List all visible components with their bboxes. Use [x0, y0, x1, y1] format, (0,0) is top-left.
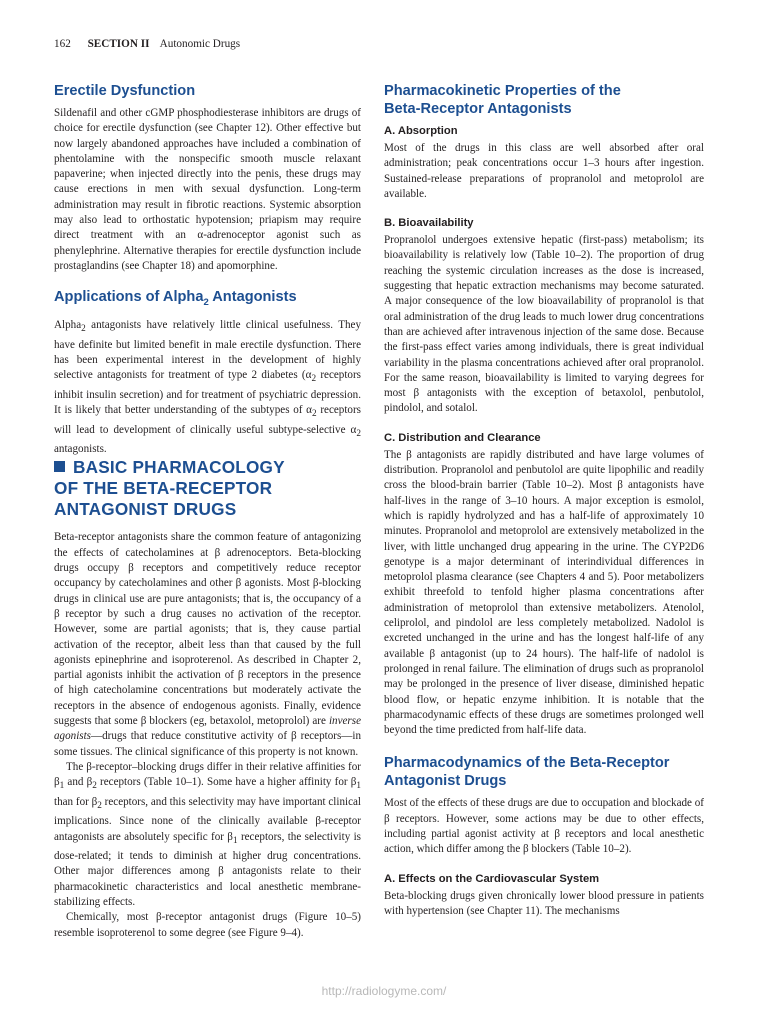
erectile-dysfunction-paragraph: Sildenafil and other cGMP phosphodiesterase inhibitors are drugs of choice for erectile dysfunction (see Chapter 12). Other effective but now largely abandoned approaches have included a combination of phentolamine with the nonspecific smooth muscle relaxant papaverine; when injected directly into the penis, these drugs may cause erections in men with sexual dysfunction. Long-term administration may result in fibrotic reactions. Systemic absorption may also lead to orthostatic hypotension; priapism may require direct treatment with an α-adrenoceptor agonist such as phenylephrine. Alternative therapies for erectile dysfunction include prostaglandins (see Chapter 18) and apomorphine.: [54, 107, 361, 272]
basic-paragraph-1: Beta-receptor antagonists share the common feature of antagonizing the effects of catecholamines at β adrenoceptors. Beta-blocking drugs occupy β receptors and competitively reduce receptor occupancy by catecholamines and other β agonists. Most β-blocking drugs in clinical use are pure antagonists; that is, the occupancy of a β receptor by such a drug causes no activation of the receptor. However, some are partial agonists; that is, they cause partial activation of the receptor, albeit less than that caused by the full agonists epinephrine and isoproterenol. As described in Chapter 2, partial agonists inhibit the activation of β receptors in the presence of high catecholamine concentrations but moderately activate the receptors in the absence of endogenous agonists. Finally, evidence suggests that some β blockers (eg, betaxolol, metoprolol) are inverse agonists—drugs that reduce constitutive activity of β receptors—in some tissues. The clinical significance of this property is not known.: [54, 531, 361, 758]
pharmacodynamics-paragraph: Most of the effects of these drugs are due to occupation and blockade of β receptors. However, some actions may be due to other effects, including partial agonist activity at β receptors and local anesthetic action, which differ among the β blockers (Table 10–2).: [384, 797, 704, 856]
alpha2-applications-paragraph: Alpha$_2$ antagonists have relatively little clinical usefulness. They have definite but limited benefit in male erectile dysfunction. There has been experimental interest in the development of highly selective antagonists for treatment of type 2 diabetes ($\alpha_2$ receptors inhibit insulin secretion) and for treatment of psychiatric depression. It is likely that better understanding of the subtypes of $\alpha_2$ receptors will lead to development of clinically useful subtype-selective $\alpha_2$ antagonists.: [54, 319, 361, 456]
basic-pharmacology-heading: BASIC PHARMACOLOGY OF THE BETA-RECEPTOR ANTAGONIST DRUGS: [54, 457, 285, 520]
pharmacodynamics-heading: Pharmacodynamics of the Beta-Receptor Antagonist Drugs: [384, 755, 670, 790]
pharmacokinetic-heading: Pharmacokinetic Properties of the Beta-Receptor Antagonists: [384, 83, 621, 117]
page-number: 162: [54, 38, 71, 50]
erectile-dysfunction-heading: Erectile Dysfunction: [54, 83, 196, 99]
cardiovascular-effects-paragraph: Beta-blocking drugs given chronically lower blood pressure in patients with hypertension (see Chapter 11). The mechanisms: [384, 889, 704, 917]
section-title: Autonomic Drugs: [159, 38, 241, 50]
footer-watermark-url: http://radiologyme.com/: [321, 984, 447, 998]
section-square-icon: [54, 461, 65, 472]
basic-paragraph-2: The β-receptor–blocking drugs differ in their relative affinities for $\beta_1$ and $\beta_2$ receptors (Table 10–1). Some have a higher affinity for $\beta_1$ than for $\beta_2$ receptors, and this selectivity may have important clinical implications. Since none of the clinically available β-receptor antagonists are absolutely specific for $\beta_1$ receptors, the selectivity is dose-related; it tends to diminish at higher drug concentrations. Other major differences among β antagonists relate to their pharmacokinetic characteristics and local anesthetic membrane-stabilizing effects.: [54, 760, 362, 908]
absorption-heading: A. Absorption: [384, 125, 458, 137]
distribution-clearance-heading: C. Distribution and Clearance: [384, 431, 541, 444]
cardiovascular-effects-heading: A. Effects on the Cardiovascular System: [384, 872, 600, 885]
alpha2-applications-heading: Applications of Alpha$_2$ Antagonists: [54, 289, 297, 309]
section-label: SECTION II: [87, 38, 150, 50]
bioavailability-heading: B. Bioavailability: [384, 217, 474, 230]
bioavailability-paragraph: Propranolol undergoes extensive hepatic (first-pass) metabolism; its bioavailability is relatively low (Table 10–2). The proportion of drug reaching the systemic circulation increases as the dose is increased, suggesting that hepatic extraction mechanisms may become saturated. A major consequence of the low bioavailability of propranolol is that oral administration of the drug leads to much lower drug concentrations than are achieved after intravenous injection of the same dose. Because the first-pass effect varies among individuals, there is great individual variability in the plasma concentrations achieved after oral propranolol. For the same reason, bioavailability is limited to varying degrees for most β antagonists with the exception of betaxolol, penbutolol, pindolol, and sotalol.: [384, 234, 704, 415]
basic-paragraph-3: Chemically, most β-receptor antagonist drugs (Figure 10–5) resemble isoproterenol to some degree (see Figure 9–4).: [54, 911, 361, 939]
page-header: [54, 38, 240, 56]
absorption-paragraph: Most of the drugs in this class are well absorbed after oral administration; peak concentrations occur 1–3 hours after ingestion. Sustained-release preparations of propranolol and metoprolol are available.: [384, 142, 704, 200]
right-column: [384, 82, 704, 919]
distribution-clearance-paragraph: The β antagonists are rapidly distributed and have large volumes of distribution. Propranolol and penbutolol are quite lipophilic and readily cross the blood-brain barrier (Table 10–2). Most β antagonists have half-lives in the range of 3–10 hours. A major exception is esmolol, which is rapidly hydrolyzed and has a half-life of approximately 10 minutes. Propranolol and metoprolol are extensively metabolized in the liver, with little unchanged drug appearing in the urine. The CYP2D6 genotype is a major determinant of interindividual differences in metoprolol plasma clearance (see Chapters 4 and 5). Poor metabolizers exhibit threefold to tenfold higher plasma concentrations after administration of metoprolol than extensive metabolizers. Atenolol, celiprolol, and pindolol are less completely metabolized. Nadolol is excreted unchanged in the urine and has the longest half-life of any available β antagonist (up to 24 hours). The half-life of nadolol is prolonged in renal failure. The elimination of drugs such as propranolol may be prolonged in the presence of liver disease, diminished hepatic blood flow, or hepatic enzyme inhibition. It is notable that the pharmacodynamic effects of these drugs are sometimes prolonged well beyond the time predicted from half-life data.: [384, 448, 704, 737]
left-column: [54, 82, 361, 941]
